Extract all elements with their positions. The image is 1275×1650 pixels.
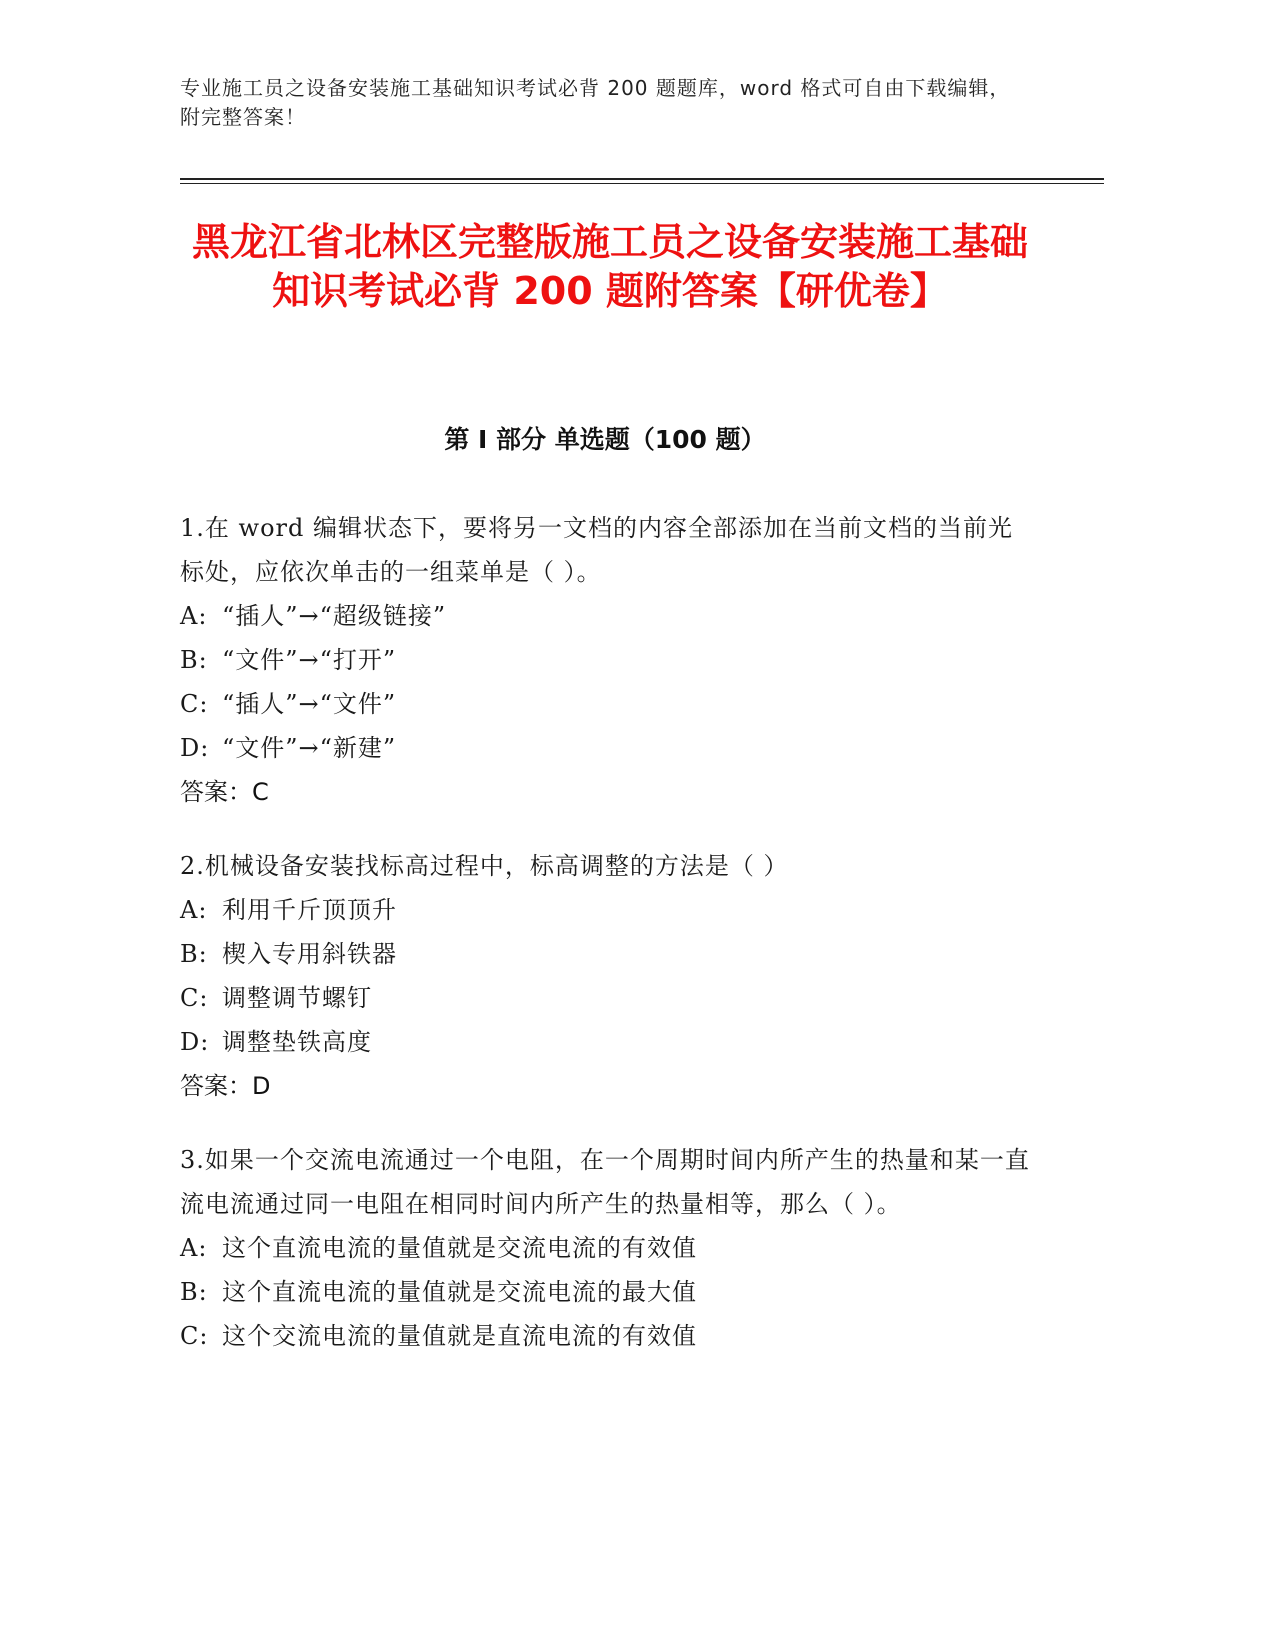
option-d (180, 726, 1030, 770)
option-b (180, 1270, 1030, 1314)
option-b (180, 638, 1030, 682)
option-label: A: (180, 1234, 208, 1262)
option-text: 这个直流电流的量值就是交流电流的最大值 (222, 1278, 697, 1306)
question-text: 2.机械设备安装找标高过程中，标高调整的方法是（ ） (180, 852, 789, 880)
option-c (180, 682, 1030, 726)
question-text: 1.在 word 编辑状态下，要将另一文档的内容全部添加在当前文档的当前光标处，应依次单击的一组菜单是（ ）。 (180, 514, 1013, 586)
option-c (180, 976, 1030, 1020)
option-label: B: (180, 646, 208, 674)
option-text: 这个交流电流的量值就是直流电流的有效值 (222, 1322, 697, 1350)
section-heading: 第 I 部分 单选题（100 题） (444, 425, 766, 454)
question-text: 3.如果一个交流电流通过一个电阻，在一个周期时间内所产生的热量和某一直流电流通过同一电阻在相同时间内所产生的热量相等，那么（ ）。 (180, 1146, 1030, 1218)
option-text: 楔入专用斜铁器 (222, 940, 397, 968)
answer-line: 答案：D (180, 1072, 271, 1100)
option-text: 这个直流电流的量值就是交流电流的有效值 (222, 1234, 697, 1262)
option-c (180, 1314, 1030, 1358)
option-a (180, 594, 1030, 638)
header-note: 专业施工员之设备安装施工基础知识考试必背 200 题题库，word 格式可自由下载编辑，附完整答案！ (180, 76, 1011, 129)
question-item (180, 844, 1030, 1108)
option-text: “文件”→“新建” (222, 734, 397, 762)
option-label: B: (180, 1278, 208, 1306)
question-item (180, 506, 1030, 814)
option-label: A: (180, 602, 208, 630)
option-a (180, 888, 1030, 932)
header-divider-thick (180, 178, 1104, 180)
option-text: 调整调节螺钉 (222, 984, 372, 1012)
option-text: “文件”→“打开” (222, 646, 397, 674)
document-title: 黑龙江省北林区完整版施工员之设备安装施工基础知识考试必背 200 题附答案【研优卷】 (191, 220, 1028, 313)
option-label: C: (180, 1322, 209, 1350)
header-divider-thin (180, 183, 1104, 184)
question-list (180, 506, 1030, 1388)
option-text: “插人”→“超级链接” (222, 602, 447, 630)
option-label: D: (180, 734, 210, 762)
option-label: D: (180, 1028, 210, 1056)
question-item (180, 1138, 1030, 1358)
option-b (180, 932, 1030, 976)
option-label: C: (180, 690, 209, 718)
option-text: “插人”→“文件” (222, 690, 397, 718)
option-label: A: (180, 896, 208, 924)
option-label: B: (180, 940, 208, 968)
option-label: C: (180, 984, 209, 1012)
option-text: 利用千斤顶顶升 (222, 896, 397, 924)
option-text: 调整垫铁高度 (222, 1028, 372, 1056)
option-d (180, 1020, 1030, 1064)
answer-line: 答案：C (180, 778, 269, 806)
option-a (180, 1226, 1030, 1270)
